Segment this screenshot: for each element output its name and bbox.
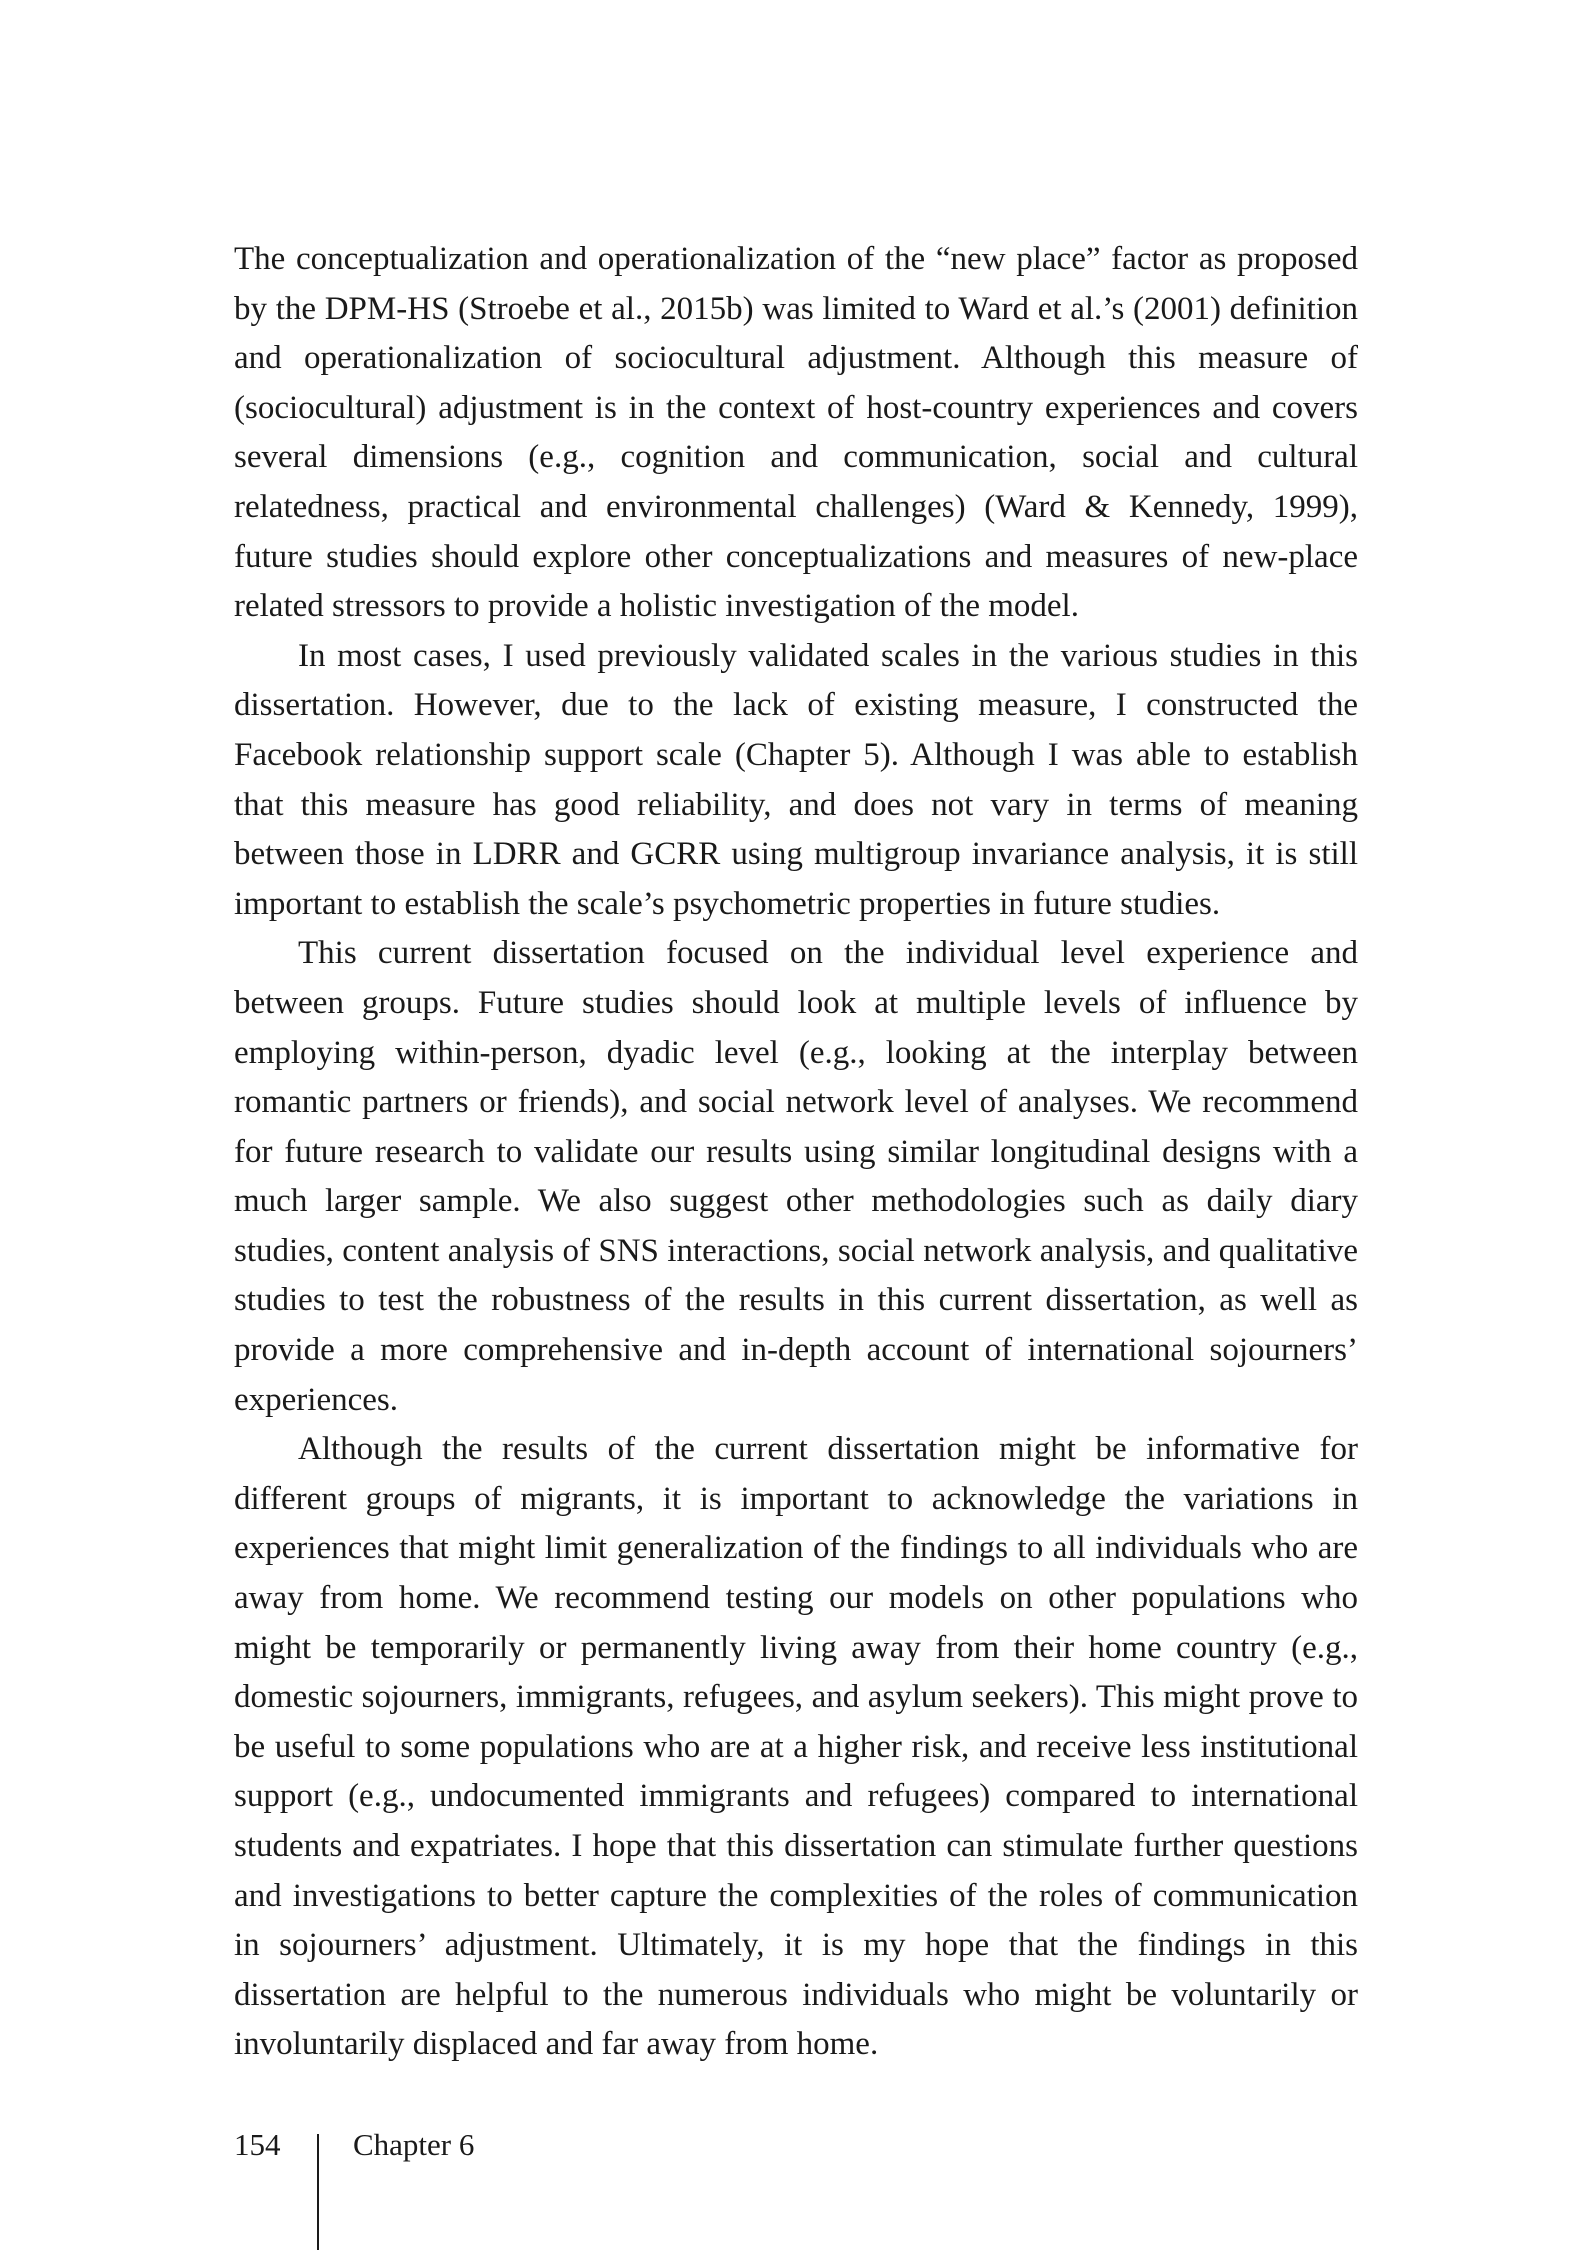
footer-divider [317, 2134, 319, 2250]
chapter-label: Chapter 6 [353, 2127, 475, 2162]
body-text [234, 235, 1358, 2070]
page-number: 154 [234, 2127, 281, 2162]
paragraph-generalization: Although the results of the current dissertation might be informative for different groups of migrants, it is important to acknowledge the variations in experiences that might limit generalization of the findings to all individuals who are away from home. We recommend testing our models on other populations who might be temporarily or permanently living away from their home country (e.g., domestic sojourners, immigrants, refugees, and asylum seekers). This might prove to be useful to some populations who are at a higher risk, and receive less institutional support (e.g., undocumented immigrants and refugees) compared to international students and expatriates. I hope that this dissertation can stimulate further questions and investigations to better capture the complexities of the roles of communication in sojourners’ adjustment. Ultimately, it is my hope that the findings in this dissertation are helpful to the numerous individuals who might be voluntarily or involuntarily displaced and far away from home. [234, 1431, 1358, 2063]
paragraph-validated-scales: In most cases, I used previously validated scales in the various studies in this dissertation. However, due to the lack of existing measure, I constructed the Facebook relationship support scale (Chapter 5). Although I was able to establish that this measure has good reliability, and does not vary in terms of meaning between those in LDRR and GCRR using multigroup invariance analysis, it is still important to establish the scale’s psychometric properties in future studies. [234, 637, 1358, 922]
page-footer [234, 2120, 634, 2250]
paragraph-future-studies-levels: This current dissertation focused on the individual level experience and between groups. Future studies should look at multiple levels of influence by employing within-person, dyadic level (e.g., looking at the interplay between romantic partners or friends), and social network level of analyses. We recommend for future research to validate our results using similar longitudinal designs with a much larger sample. We also suggest other methodologies such as daily diary studies, content analysis of SNS interactions, social network analysis, and qualitative studies to test the robustness of the results in this current dissertation, as well as provide a more comprehensive and in-depth account of international sojourners’ experiences. [234, 935, 1358, 1418]
paragraph-new-place-factor: The conceptualization and operationalization of the “new place” factor as proposed by the DPM-HS (Stroebe et al., 2015b) was limited to Ward et al.’s (2001) definition and operationalization of sociocultural adjustment. Although this measure of (sociocultural) adjustment is in the context of host-country experiences and covers several dimensions (e.g., cognition and communication, social and cultural relatedness, practical and environmental challenges) (Ward & Kennedy, 1999), future studies should explore other conceptualizations and measures of new-place related stressors to provide a holistic investigation of the model. [234, 241, 1358, 625]
